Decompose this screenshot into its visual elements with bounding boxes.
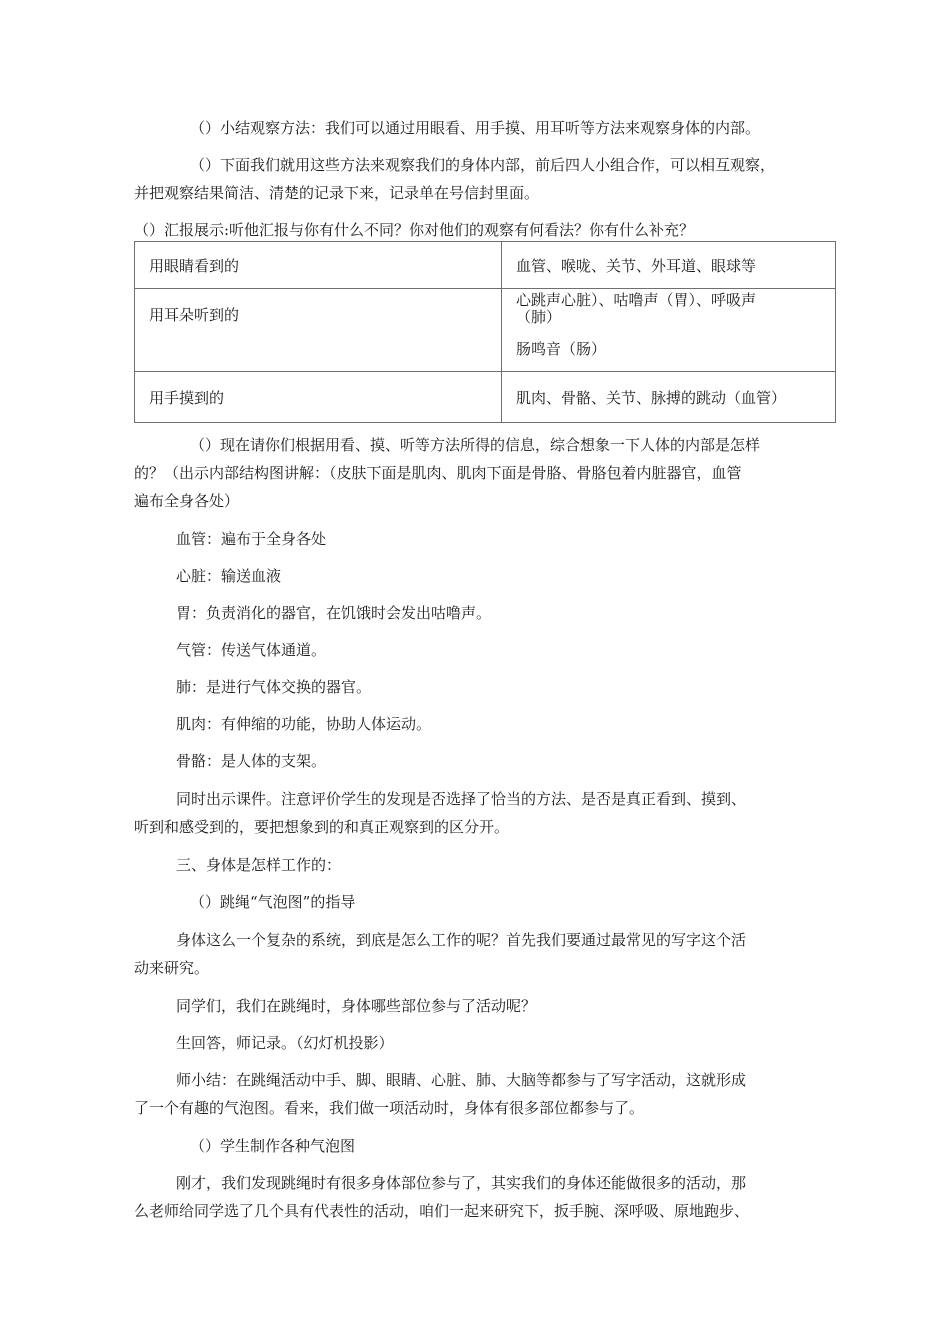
paragraph-student-answer: 生回答，师记录。（幻灯机投影） — [176, 1034, 394, 1052]
table-cell — [502, 289, 836, 372]
paragraph-complex-system: 身体这么一个复杂的系统，到底是怎么工作的呢？首先我们要通过最常见的写字这个活 — [176, 931, 747, 949]
organ-trachea: 气管：传送气体通道。 — [176, 641, 327, 659]
table-cell — [135, 289, 502, 372]
paragraph-observation-summary: （）小结观察方法：我们可以通过用眼看、用手摸、用耳听等方法来观察身体的内部。 — [190, 119, 761, 137]
observation-table — [134, 241, 836, 423]
organ-stomach: 胃：负责消化的器官，在饥饿时会发出咕噜声。 — [176, 604, 492, 622]
table-cell — [135, 372, 502, 423]
organ-blood-vessel: 血管：遍布于全身各处 — [176, 530, 327, 548]
paragraph-imagine-inside: （）现在请你们根据用看、摸、听等方法所得的信息，综合想象一下人体的内部是怎样 — [190, 436, 761, 454]
table-cell — [135, 242, 502, 289]
section-heading-how-body-works: 三、身体是怎样工作的： — [176, 856, 342, 874]
paragraph-activities: 刚才，我们发现跳绳时有很多身体部位参与了，其实我们的身体还能做很多的活动，那 — [176, 1174, 747, 1192]
subheading-student-bubble-maps: （）学生制作各种气泡图 — [190, 1137, 356, 1155]
paragraph-report-display: （）汇报展示:听他汇报与你有什么不同？你对他们的观察有何看法？你有什么补充？ — [134, 221, 695, 239]
paragraph-imagine-inside-cont: 的？（出示内部结构图讲解：（皮肤下面是肌肉、肌肉下面是骨胳、骨胳包着内脏器官，血管 — [134, 464, 742, 482]
organ-lung: 肺：是进行气体交换的器官。 — [176, 678, 372, 696]
paragraph-group-observation-cont: 并把观察结果简洁、清楚的记录下来，记录单在号信封里面。 — [134, 184, 540, 202]
cell-value-hands: 肌肉、骨骼、关节、脉搏的跳动（血管） — [516, 389, 787, 407]
paragraph-teacher-summary: 师小结：在跳绳活动中手、脚、眼睛、心脏、肺、大脑等都参与了写字活动，这就形成 — [176, 1071, 747, 1089]
table-cell — [502, 372, 836, 423]
paragraph-courseware: 同时出示课件。注意评价学生的发现是否选择了恰当的方法、是否是真正看到、摸到、 — [176, 790, 747, 808]
table-row — [135, 289, 836, 372]
cell-label-ears: 用耳朵听到的 — [149, 306, 240, 324]
table-row — [135, 242, 836, 289]
cell-label-hands: 用手摸到的 — [149, 389, 225, 407]
cell-value-ears-1: 心跳声心脏）、咕噜声（胃）、呼吸声 — [516, 291, 757, 309]
cell-label-eyes: 用眼睛看到的 — [149, 257, 240, 275]
paragraph-courseware-cont: 听到和感受到的，要把想象到的和真正观察到的区分开。 — [134, 818, 510, 836]
subheading-jump-rope-bubble: （）跳绳“气泡图”的指导 — [190, 893, 356, 911]
paragraph-question: 同学们，我们在跳绳时，身体哪些部位参与了活动呢？ — [176, 997, 537, 1015]
paragraph-group-observation: （）下面我们就用这些方法来观察我们的身体内部，前后四人小组合作，可以相互观察， — [190, 156, 776, 174]
table-row — [135, 372, 836, 423]
paragraph-complex-system-cont: 动来研究。 — [134, 959, 210, 977]
cell-value-eyes: 血管、喉咙、关节、外耳道、眼球等 — [516, 257, 757, 275]
paragraph-activities-cont: 么老师给同学选了几个具有代表性的活动，咱们一起来研究下，扳手腕、深呼吸、原地跑步、 — [134, 1202, 750, 1220]
cell-value-ears-2: （肺） — [516, 308, 562, 326]
paragraph-teacher-summary-cont: 了一个有趣的气泡图。看来，我们做一项活动时，身体有很多部位都参与了。 — [134, 1099, 645, 1117]
organ-muscle: 肌肉：有伸缩的功能，协助人体运动。 — [176, 715, 432, 733]
organ-bone: 骨骼：是人体的支架。 — [176, 752, 327, 770]
table-cell — [502, 242, 836, 289]
paragraph-imagine-inside-end: 遍布全身各处） — [134, 492, 240, 510]
organ-heart: 心脏：输送血液 — [176, 567, 282, 585]
cell-value-ears-3: 肠鸣音（肠） — [516, 340, 607, 358]
